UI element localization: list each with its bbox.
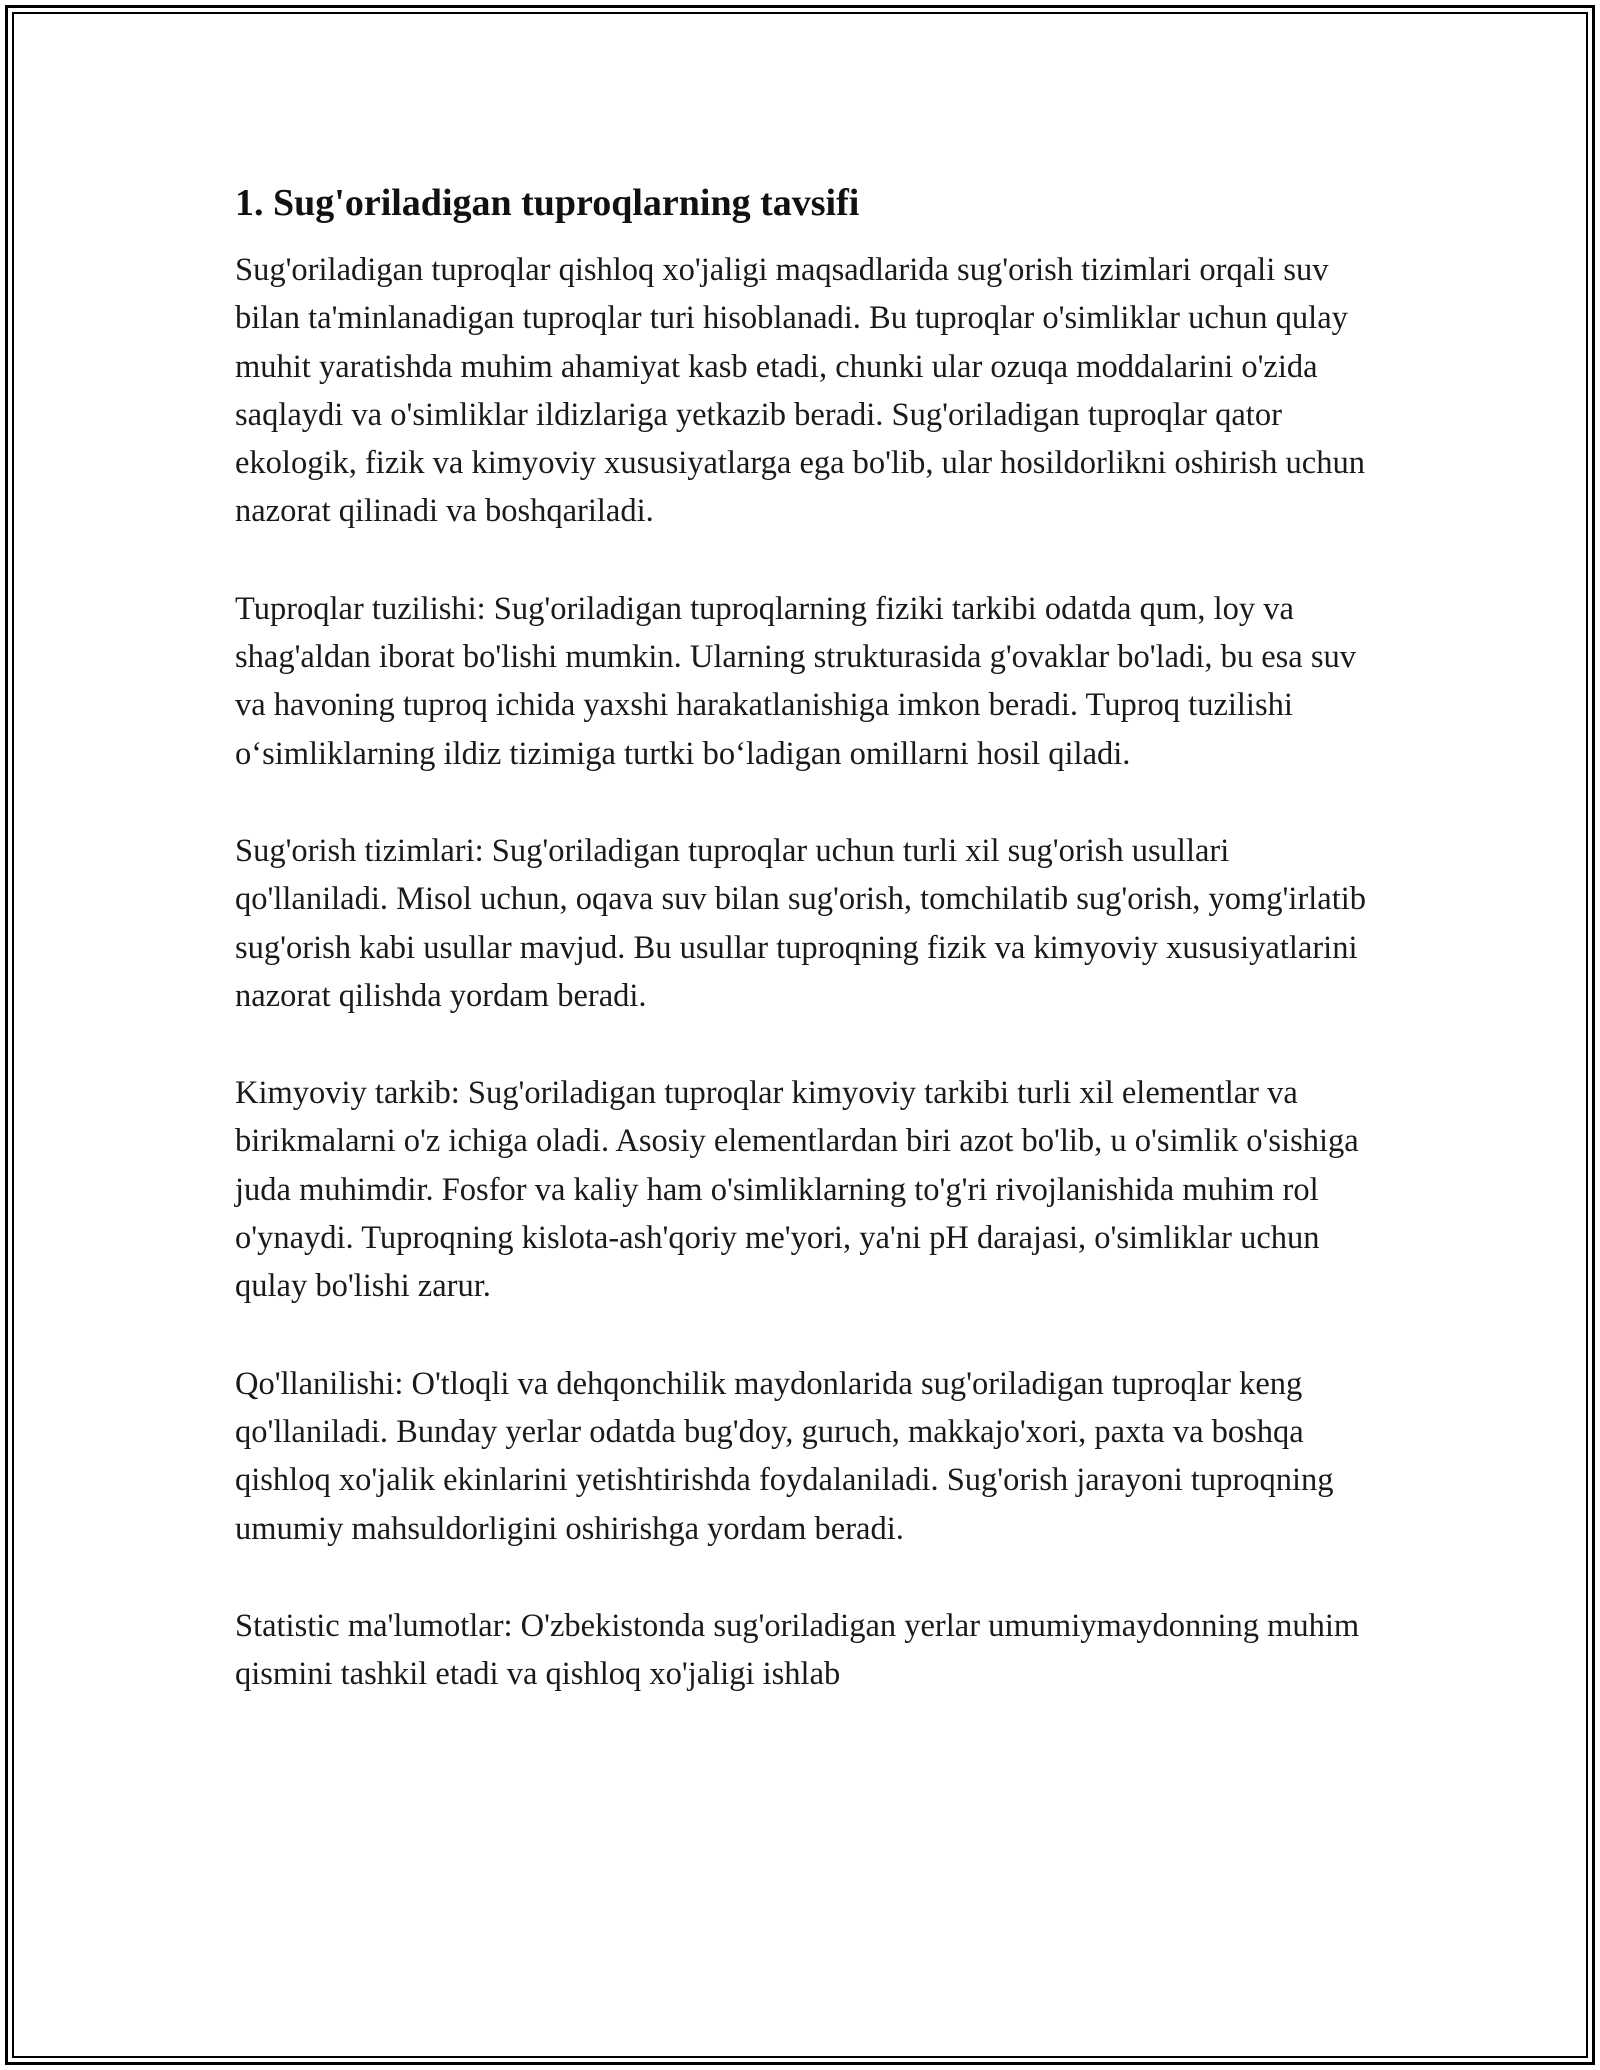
paragraph-chemical-composition: Kimyoviy tarkib: Sug'oriladigan tuproqlar kimyoviy tarkibi turli xil elementlar va birikmalarni o'z ichiga oladi. Asosiy elementlardan biri azot bo'lib, u o'simlik o'sishiga juda muhimdir. Fosfor va kaliy ham o'simliklarning to'g'ri rivojlanishida muhim rol o'ynaydi. Tuproqning kislota-ash'qoriy me'yori, ya'ni pH darajasi, o'simliklar uchun qulay bo'lishi zarur. [235, 1075, 1359, 1305]
paragraph-soil-structure: Tuproqlar tuzilishi: Sug'oriladigan tuproqlarning fiziki tarkibi odatda qum, loy va shag'aldan iborat bo'lishi mumkin. Ularning strukturasida g'ovaklar bo'ladi, bu esa suv va havoning tuproq ichida yaxshi harakatlanishiga imkon beradi. Tuproq tuzilishi o‘simliklarning ildiz tizimiga turtki bo‘ladigan omillarni hosil qiladi. [235, 590, 1356, 772]
document-body [235, 178, 1375, 1747]
section-title: 1. Sug'oriladigan tuproqlarning tavsifi [235, 182, 860, 224]
paragraph-statistics: Statistic ma'lumotlar: O'zbekistonda sug'oriladigan yerlar umumiymaydonning muhim qismini tashkil etadi va qishloq xo'jaligi ishlab [235, 1607, 1360, 1693]
paragraph-application: Qo'llanilishi: O'tloqli va dehqonchilik maydonlarida sug'oriladigan tuproqlar keng qo'llaniladi. Bunday yerlar odatda bug'doy, guruch, makkajo'xori, paxta va boshqa qishloq xo'jalik ekinlarini yetishtirishda foydalaniladi. Sug'orish jarayoni tuproqning umumiy mahsuldorligini oshirishga yordam beradi. [235, 1365, 1334, 1547]
paragraph-irrigation-systems: Sug'orish tizimlari: Sug'oriladigan tuproqlar uchun turli xil sug'orish usullari qo'llaniladi. Misol uchun, oqava suv bilan sug'orish, tomchilatib sug'orish, yomg'irlatib sug'orish kabi usullar mavjud. Bu usullar tuproqning fizik va kimyoviy xususiyatlarini nazorat qilishda yordam beradi. [235, 832, 1367, 1014]
paragraph-intro: Sug'oriladigan tuproqlar qishloq xo'jaligi maqsadlarida sug'orish tizimlari orqali suv bilan ta'minlanadigan tuproqlar turi hisoblanadi. Bu tuproqlar o'simliklar uchun qulay muhit yaratishda muhim ahamiyat kasb etadi, chunki ular ozuqa moddalarini o'zida saqlaydi va o'simliklar ildizlariga yetkazib beradi. Sug'oriladigan tuproqlar qator ekologik, fizik va kimyoviy xususiyatlarga ega bo'lib, ular hosildorlikni oshirish uchun nazorat qilinadi va boshqariladi. [235, 252, 1365, 530]
